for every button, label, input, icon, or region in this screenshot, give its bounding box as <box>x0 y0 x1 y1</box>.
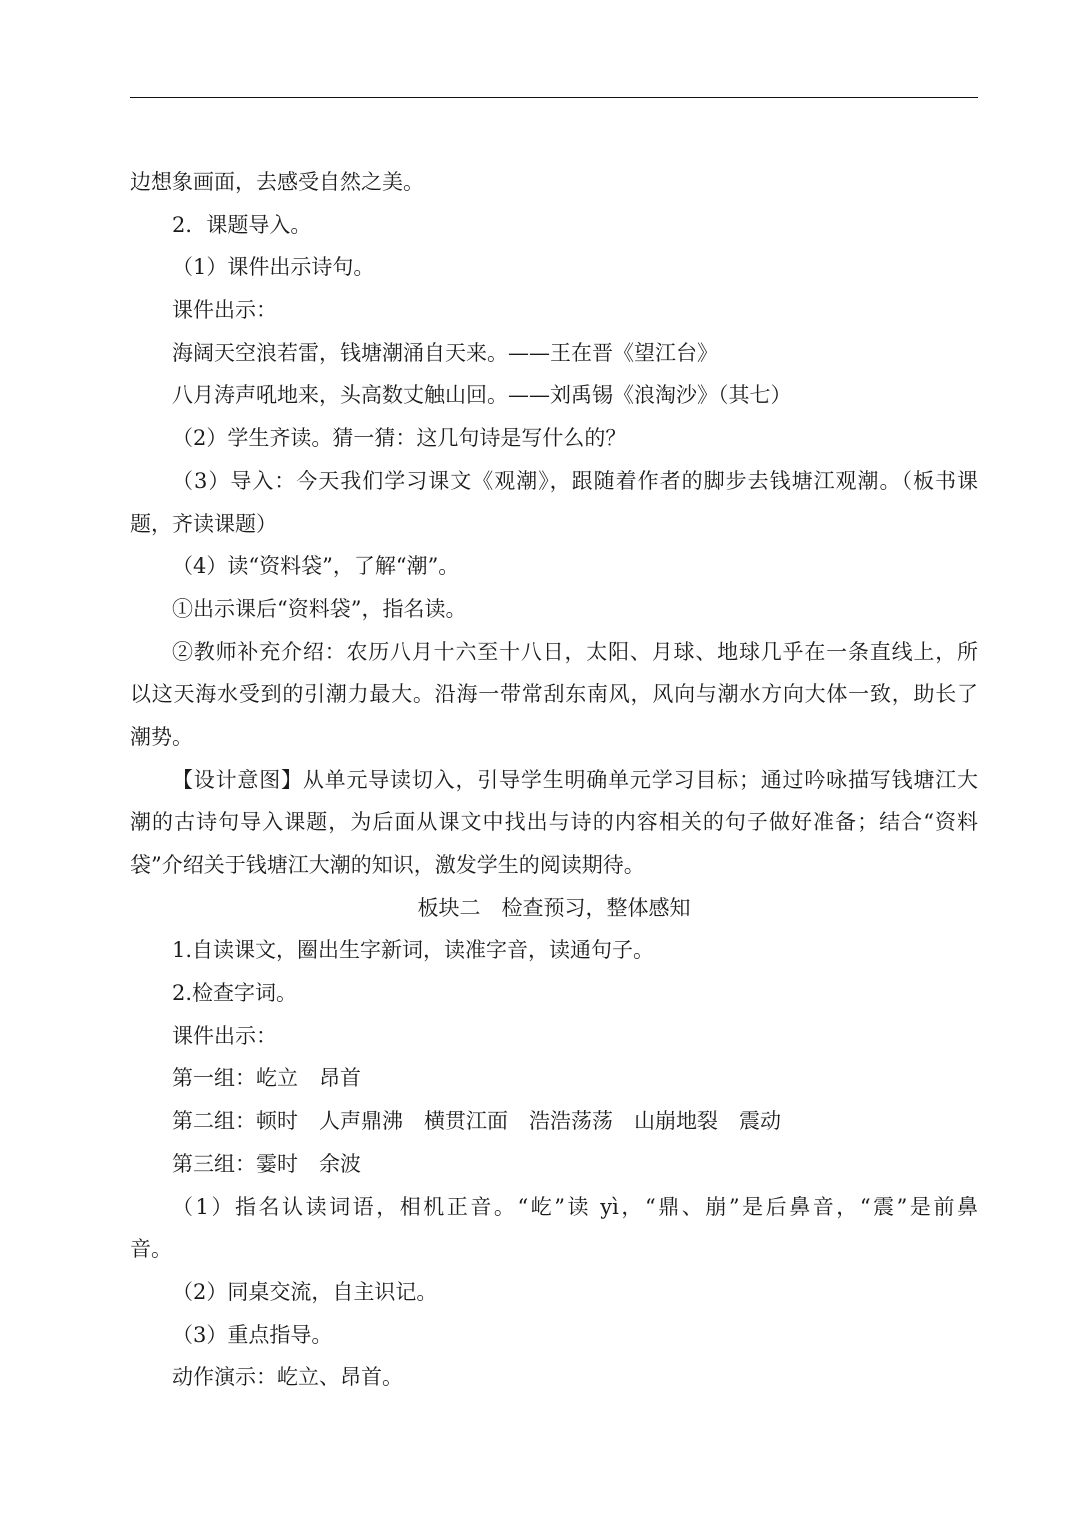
sub-step: （4）读“资料袋”，了解“潮”。 <box>172 554 460 579</box>
word-group: 第一组：屹立 昂首 <box>172 1066 361 1091</box>
sub-step: （2）同桌交流，自主识记。 <box>172 1279 438 1304</box>
courseware-label: 课件出示： <box>172 298 277 323</box>
sub-step: （1）指名认读词语，相机正音。“屹”读 yì，“鼎、崩”是后鼻音，“震”是前鼻 <box>172 1194 978 1219</box>
design-intent-paragraph: 【设计意图】从单元导读切入，引导学生明确单元学习目标；通过吟咏描写钱塘江大 <box>172 767 978 792</box>
list-item-continuation: 以这天海水受到的引潮力最大。沿海一带常刮东南风，风向与潮水方向大体一致，助长了 <box>130 682 978 707</box>
sub-step-continuation: 音。 <box>130 1237 172 1262</box>
document-body <box>130 161 978 1399</box>
poem-line: 八月涛声吼地来，头高数丈触山回。——刘禹锡《浪淘沙》（其七） <box>172 383 792 408</box>
section-title: 板块二 检查预习，整体感知 <box>417 895 691 920</box>
list-item-continuation: 潮势。 <box>130 724 193 749</box>
sub-step: （3）重点指导。 <box>172 1322 333 1347</box>
design-intent-continuation: 潮的古诗句导入课题，为后面从课文中找出与诗的内容相关的句子做好准备；结合“资料 <box>130 810 978 835</box>
poem-line: 海阔天空浪若雷，钱塘潮涌自天来。——王在晋《望江台》 <box>172 340 718 365</box>
demo-line: 动作演示：屹立、昂首。 <box>172 1365 403 1390</box>
step-heading: 1.自读课文，圈出生字新词，读准字音，读通句子。 <box>172 938 655 963</box>
word-group: 第三组：霎时 余波 <box>172 1151 361 1176</box>
courseware-label: 课件出示： <box>172 1023 277 1048</box>
sub-step: （2）学生齐读。猜一猜：这几句诗是写什么的？ <box>172 426 627 451</box>
design-intent-continuation: 袋”介绍关于钱塘江大潮的知识，激发学生的阅读期待。 <box>130 853 645 877</box>
paragraph-continuation: 边想象画面，去感受自然之美。 <box>130 170 424 194</box>
list-item: ②教师补充介绍：农历八月十六至十八日，太阳、月球、地球几乎在一条直线上，所 <box>172 639 978 664</box>
step-heading: 2.检查字词。 <box>172 981 298 1006</box>
sub-step-continuation: 题，齐读课题） <box>130 511 277 536</box>
list-item: ①出示课后“资料袋”，指名读。 <box>172 596 467 621</box>
step-heading: 2．课题导入。 <box>172 212 312 237</box>
header-rule <box>130 97 978 98</box>
word-group: 第二组：顿时 人声鼎沸 横贯江面 浩浩荡荡 山崩地裂 震动 <box>172 1109 781 1134</box>
sub-step: （3）导入：今天我们学习课文《观潮》，跟随着作者的脚步去钱塘江观潮。（板书课 <box>172 468 978 493</box>
sub-step: （1）课件出示诗句。 <box>172 255 375 280</box>
